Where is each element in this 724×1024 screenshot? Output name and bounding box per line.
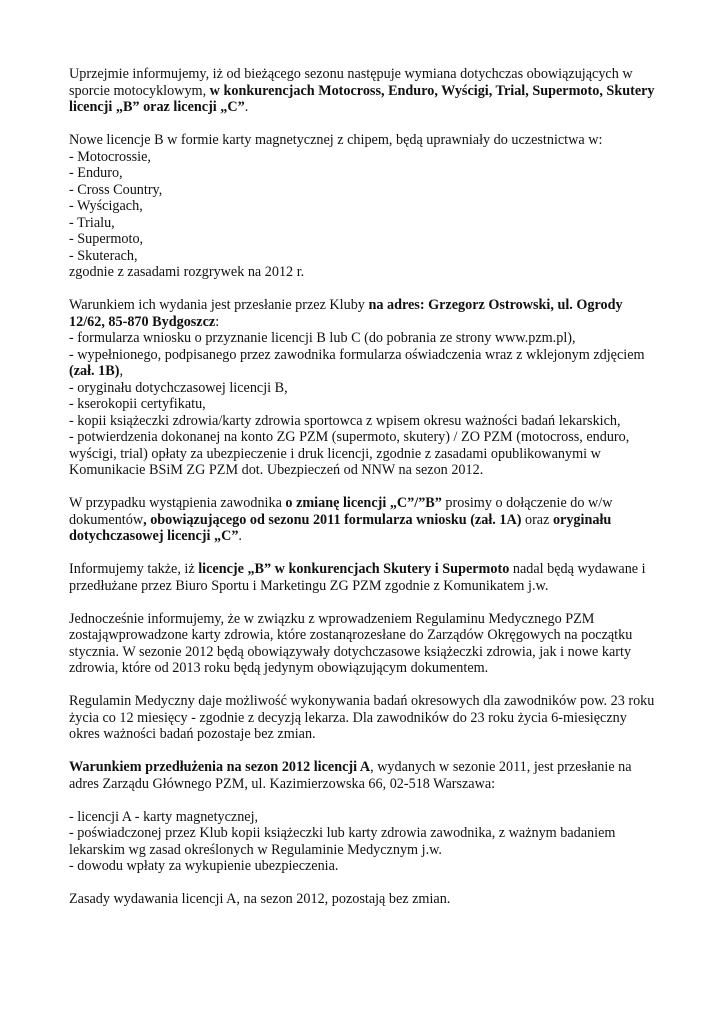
- list-item: - licencji A - karty magnetycznej,: [69, 808, 259, 825]
- list-item: - Trialu,: [69, 214, 115, 231]
- license-change-bold: o zmianę licencji „C”/”B”: [285, 495, 442, 511]
- list-item: - wypełnionego, podpisanego przez zawodnika formularza oświadczenia wraz z wklejonym zdjęciem: [69, 346, 645, 363]
- paragraph-license-change: [69, 495, 661, 545]
- scooters-text: Informujemy także, iż: [69, 561, 199, 577]
- license-a-bold: Warunkiem przedłużenia na sezon 2012 licencji A: [69, 759, 371, 775]
- license-change-text: W przypadku wystąpienia zawodnika: [69, 495, 286, 511]
- intro-bold-text: w konkurencjach Motocross, Enduro, Wyścigi, Trial, Supermoto, Skutery licencji „B” oraz licencji „C”: [69, 82, 655, 115]
- license-change-text-3: oraz: [521, 511, 553, 528]
- original-license-bold: oryginału dotychczasowej licencji „C”: [69, 511, 612, 544]
- attachment-1b-label: (zał. 1B): [69, 363, 120, 379]
- list-item: - kopii książeczki zdrowia/karty zdrowia sportowca z wpisem okresu ważności badań lekarskich,: [69, 412, 621, 429]
- requirements-colon: :: [215, 313, 220, 330]
- paragraph-requirements: [69, 297, 661, 479]
- list-item: - Wyścigach,: [69, 198, 143, 214]
- paragraph-closing: Zasady wydawania licencji A, na sezon 2012, pozostają bez zmian.: [69, 891, 451, 907]
- paragraph-medical-cards: Jednocześnie informujemy, że w związku z wprowadzeniem Regulaminu Medycznego PZM zostająwprowadzone karty zdrowia, które zostanąrozesłane do Zarządów Okręgowych na początku stycznia. W sezonie 2012 będą obowiązywały dotychczasowe książeczki zdrowia, jak i nowe karty zdrowia, które od 2013 roku będą jedynym obowiązującym dokumentem.: [69, 610, 633, 676]
- new-licenses-outro: zgodnie z zasadami rozgrywek na 2012 r.: [69, 264, 305, 280]
- paragraph-license-a-docs: [69, 809, 661, 875]
- paragraph-medical-regulations: Regulamin Medyczny daje możliwość wykonywania badań okresowych dla zawodników pow. 23 roku życia co 12 miesięcy - zgodnie z decyzją lekarza. Dla zawodników do 23 roku życia 6-miesięczny okres ważności badań pozostaje bez zmian.: [69, 693, 655, 742]
- intro-text: Uprzejmie informujemy, iż od bieżącego sezonu następuje wymiana dotychczas obowiązujących w sporcie motocyklowym,: [69, 66, 633, 99]
- paragraph-scooters-supermoto: [69, 561, 661, 594]
- list-item: - Enduro,: [69, 165, 123, 181]
- list-item: - poświadczonej przez Klub kopii książeczki lub karty zdrowia zawodnika, z ważnym badaniem lekarskim wg zasad określonych w Regulaminie Medycznym j.w.: [69, 825, 616, 858]
- paragraph-intro: [69, 66, 661, 116]
- list-item: - Supermoto,: [69, 231, 144, 247]
- form-1a-bold: , obowiązującego od sezonu 2011 formularza wniosku (zał. 1A): [143, 511, 522, 528]
- license-change-end: .: [238, 528, 242, 544]
- address-bold-text: na adres: Grzegorz Ostrowski, ul. Ogrody 12/62, 85-870 Bydgoszcz: [69, 297, 623, 330]
- paragraph-new-licenses: [69, 132, 661, 281]
- list-item: - kserokopii certyfikatu,: [69, 396, 206, 412]
- list-item: - potwierdzenia dokonanej na konto ZG PZM (supermoto, skutery) / ZO PZM (motocross, enduro, wyścigi, trial) opłaty za ubezpieczenie i druk licencji, zgodnie z zasadami opublikowanymi w Komunikacie BSiM ZG PZM dot. Ubezpieczeń od NNW na sezon 2012.: [69, 429, 630, 478]
- list-item: - dowodu wpłaty za wykupienie ubezpieczenia.: [69, 858, 339, 874]
- list-item: - Motocrossie,: [69, 148, 151, 165]
- license-a-text: , wydanych w sezonie 2011, jest przesłanie na adres Zarządu Głównego PZM, ul. Kazimierzowska 66, 02-518 Warszawa:: [69, 759, 632, 792]
- license-change-text-2: prosimy o dołączenie do w/w dokumentów: [69, 495, 613, 528]
- list-item: - Skuterach,: [69, 247, 138, 264]
- document-page: [69, 66, 661, 924]
- list-item: - oryginału dotychczasowej licencji B,: [69, 379, 288, 396]
- list-item: - formularza wniosku o przyznanie licencji B lub C (do pobrania ze strony www.pzm.pl),: [69, 330, 576, 346]
- list-item: - Cross Country,: [69, 181, 163, 198]
- intro-end: .: [244, 99, 249, 115]
- list-item-end: ,: [119, 363, 123, 379]
- requirements-text: Warunkiem ich wydania jest przesłanie przez Kluby: [69, 297, 369, 313]
- scooters-bold: licencje „B” w konkurencjach Skutery i Supermoto: [198, 561, 510, 577]
- new-licenses-intro: Nowe licencje B w formie karty magnetycznej z chipem, będą uprawniały do uczestnictwa w:: [69, 132, 603, 148]
- paragraph-license-a-renewal: [69, 759, 661, 792]
- scooters-text-2: nadal będą wydawane i przedłużane przez Biuro Sportu i Marketingu ZG PZM zgodnie z Komunikatem j.w.: [69, 561, 646, 594]
